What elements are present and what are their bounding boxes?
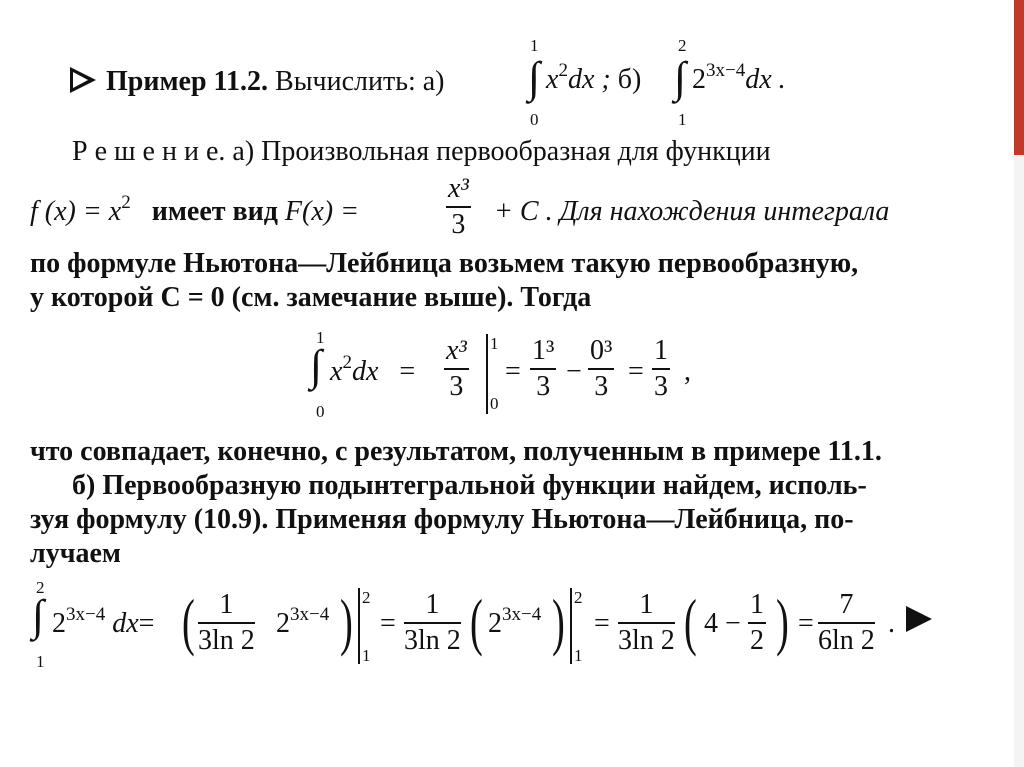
f2-right-paren-2: ) [552, 586, 565, 657]
f2-left-paren-2: ( [470, 586, 483, 657]
part-b-line-1: б) Первообразную подынтегральной функции найдем, исполь- [72, 470, 867, 501]
f2-integral-sign: ∫ [32, 591, 45, 640]
b-upper-limit: 2 [678, 36, 687, 55]
result-line: что совпадает, конечно, с результатом, полученным в примере 11.1. [30, 436, 882, 467]
f1-integral-sign: ∫ [310, 341, 323, 390]
f2-right-paren-1: ) [340, 586, 353, 657]
b-lower-limit: 1 [678, 110, 687, 129]
f2-left-paren-3: ( [684, 586, 697, 657]
example-label: Пример 11.2. [106, 66, 269, 97]
f2-right-paren-3: ) [776, 586, 789, 657]
a-integral-sign: ∫ [528, 53, 541, 102]
solution-line-2-tail: + C . Для нахождения интеграла [494, 196, 890, 227]
example-ref: 11.1. [827, 436, 882, 467]
b-integrand: $2^{3x-4}dx$ . [692, 60, 786, 95]
part-b-line-2: зуя формулу (10.9). Применяя формулу Ньютона—Лейбница, по- [30, 504, 854, 535]
end-triangle-icon [906, 606, 932, 632]
solution-word: Р е ш е н и е. [72, 136, 226, 167]
f1-eval-bar [486, 334, 488, 414]
part-b-line-3: лучаем [30, 538, 121, 569]
f1-fraction: $\frac{\text{x³}}{3}$ [446, 335, 467, 402]
open-triangle-icon [70, 67, 96, 93]
example-header [70, 64, 445, 98]
F-fraction: $\frac{\text{x³}}{3}$ [448, 173, 469, 240]
solution-line-2: f $(x) = x^2$ имеет вид F(x) = [30, 192, 359, 227]
f2-left-paren-1: ( [182, 586, 195, 657]
slide-accent-bar [1014, 0, 1024, 155]
slide-accent-line [1014, 155, 1024, 767]
a-integrand: $x^2dx$ ; б) [546, 60, 642, 95]
a-lower-limit: 0 [530, 110, 539, 129]
b-integral-sign: ∫ [674, 53, 687, 102]
solution-line-1: Р е ш е н и е. а) Произвольная первообразная для функции [72, 136, 771, 167]
solution-line-3: по формуле Ньютона—Лейбница возьмем такую первообразную, [30, 248, 859, 279]
solution-line-4: у которой C = 0 (см. замечание выше). Тогда [30, 282, 592, 313]
b-label: б) [617, 64, 642, 95]
a-upper-limit: 1 [530, 36, 539, 55]
example-prompt: Вычислить: а) [275, 66, 445, 97]
